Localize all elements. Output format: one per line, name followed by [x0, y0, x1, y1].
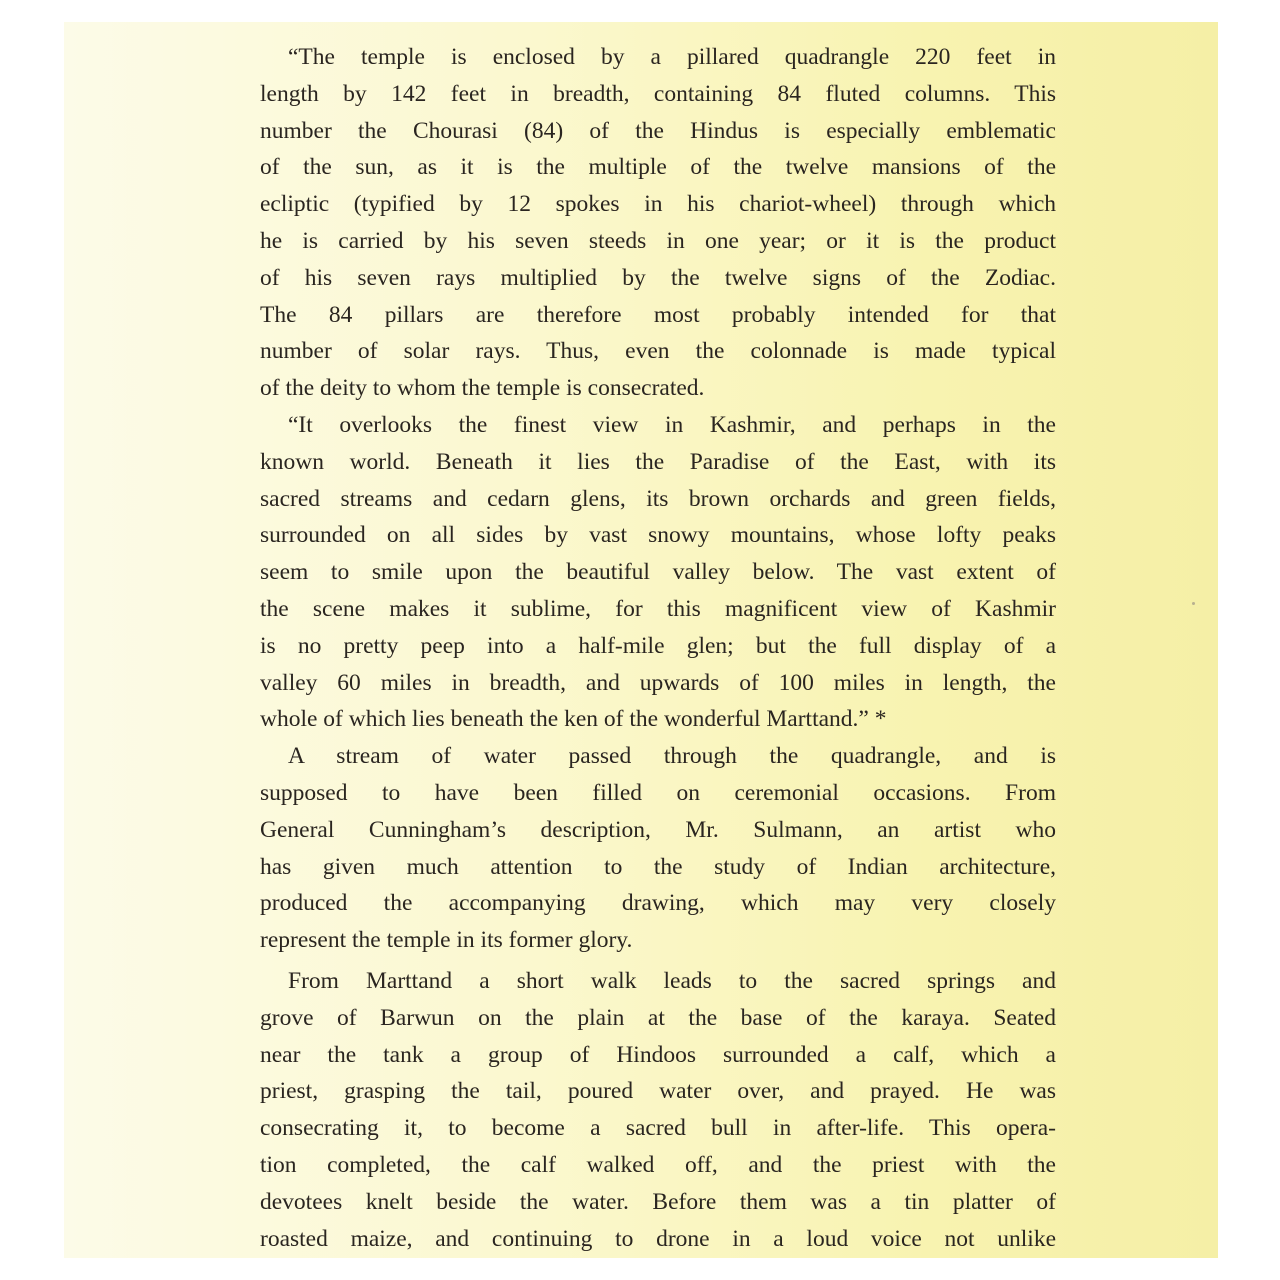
text-line: priest, grasping the tail, poured water over, and prayed. He was: [260, 1078, 1056, 1105]
paragraph-barwun-springs: [260, 963, 1056, 1257]
paper-speck: [1192, 602, 1195, 605]
text-line: The 84 pillars are therefore most probably intended for that: [260, 301, 1056, 328]
text-line: of the sun, as it is the multiple of the twelve mansions of the: [260, 154, 1056, 181]
text-line: surrounded on all sides by vast snowy mountains, whose lofty peaks: [260, 522, 1056, 549]
text-line: From Marttand a short walk leads to the sacred springs and: [288, 967, 1056, 994]
text-line: sacred streams and cedarn glens, its brown orchards and green fields,: [260, 485, 1056, 512]
text-line: supposed to have been filled on ceremonial occasions. From: [260, 779, 1056, 806]
text-line: near the tank a group of Hindoos surrounded a calf, which a: [260, 1041, 1056, 1068]
text-line: valley 60 miles in breadth, and upwards of 100 miles in length, the: [260, 669, 1056, 696]
text-line: grove of Barwun on the plain at the base of the karaya. Seated: [260, 1004, 1056, 1031]
text-line: he is carried by his seven steeds in one year; or it is the product: [260, 227, 1056, 254]
text-line: number the Chourasi (84) of the Hindus is especially emblematic: [260, 117, 1056, 144]
text-line: of the deity to whom the temple is consecrated.: [260, 375, 705, 402]
text-line: devotees knelt beside the water. Before them was a tin platter of: [260, 1188, 1056, 1215]
text-line: “The temple is enclosed by a pillared quadrangle 220 feet in: [288, 44, 1056, 70]
body-text: [260, 39, 1056, 1257]
text-line: represent the temple in its former glory.: [260, 927, 633, 954]
paragraph-stream-of-water: [260, 738, 1056, 959]
text-line: “It overlooks the finest view in Kashmir, and perhaps in the: [288, 411, 1056, 438]
text-line: tion completed, the calf walked off, and the priest with the: [260, 1151, 1056, 1178]
text-line: ecliptic (typified by 12 spokes in his chariot-wheel) through which: [260, 191, 1056, 218]
text-line: General Cunningham’s description, Mr. Sulmann, an artist who: [260, 816, 1056, 843]
paragraph-kashmir-view: [260, 407, 1056, 738]
text-line: seem to smile upon the beautiful valley below. The vast extent of: [260, 559, 1056, 586]
text-line: roasted maize, and continuing to drone in a loud voice not unlike: [260, 1225, 1056, 1252]
text-line: whole of which lies beneath the ken of the wonderful Marttand.” *: [260, 706, 887, 733]
text-line: of his seven rays multiplied by the twelve signs of the Zodiac.: [260, 264, 1056, 291]
text-line: known world. Beneath it lies the Paradise of the East, with its: [260, 448, 1056, 475]
text-line: length by 142 feet in breadth, containing 84 fluted columns. This: [260, 80, 1056, 107]
text-line: consecrating it, to become a sacred bull in after-life. This opera-: [260, 1115, 1056, 1142]
text-line: has given much attention to the study of Indian architecture,: [260, 853, 1056, 880]
text-line: produced the accompanying drawing, which may very closely: [260, 890, 1056, 917]
text-line: is no pretty peep into a half-mile glen; but the full display of a: [260, 632, 1056, 659]
text-line: A stream of water passed through the quadrangle, and is: [288, 743, 1056, 770]
paragraph-temple-quadrangle: [260, 39, 1056, 407]
text-line: the scene makes it sublime, for this magnificent view of Kashmir: [260, 595, 1056, 622]
scanned-page: [64, 22, 1218, 1258]
text-line: number of solar rays. Thus, even the colonnade is made typical: [260, 338, 1056, 365]
